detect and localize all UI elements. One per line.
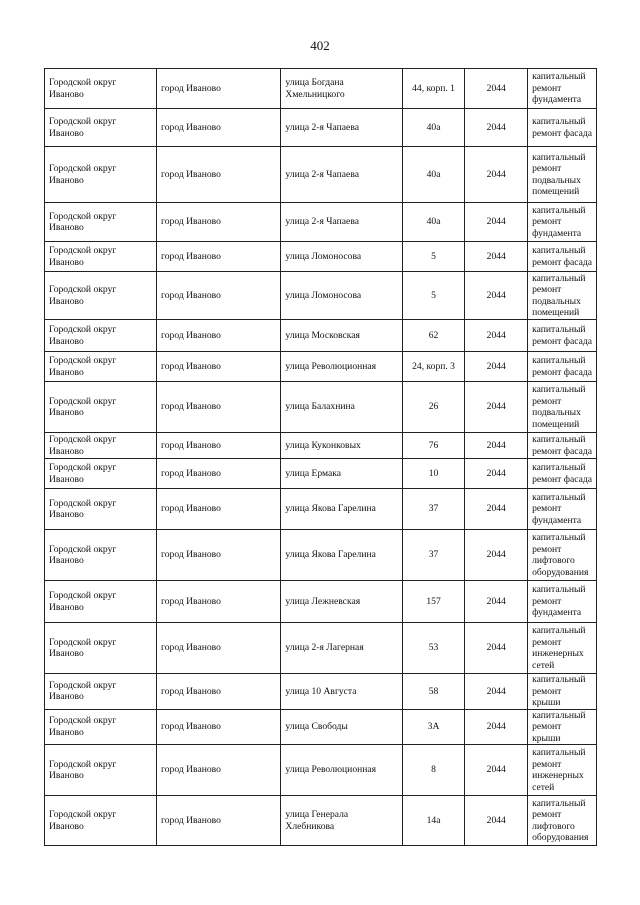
table-row xyxy=(45,109,597,147)
cell-work-type: капитальный ремонт крыши xyxy=(528,709,597,745)
cell-okrug: Городской округ Иваново xyxy=(45,352,157,382)
cell-street: улица Революционная xyxy=(281,352,402,382)
cell-year: 2044 xyxy=(465,674,528,710)
table-row xyxy=(45,709,597,745)
cell-okrug: Городской округ Иваново xyxy=(45,581,157,623)
table-row xyxy=(45,382,597,433)
cell-street: улица Богдана Хмельницкого xyxy=(281,69,402,109)
cell-city: город Иваново xyxy=(157,382,281,433)
cell-street: улица Генерала Хлебникова xyxy=(281,796,402,846)
cell-street: улица Ермака xyxy=(281,459,402,489)
table-row xyxy=(45,796,597,846)
cell-year: 2044 xyxy=(465,709,528,745)
cell-work-type: капитальный ремонт фундамента xyxy=(528,489,597,530)
table-row xyxy=(45,433,597,459)
cell-work-type: капитальный ремонт фасада xyxy=(528,109,597,147)
table-row xyxy=(45,69,597,109)
cell-okrug: Городской округ Иваново xyxy=(45,489,157,530)
cell-year: 2044 xyxy=(465,623,528,674)
cell-city: город Иваново xyxy=(157,352,281,382)
cell-work-type: капитальный ремонт подвальных помещений xyxy=(528,272,597,320)
table-row xyxy=(45,623,597,674)
cell-house: 3А xyxy=(402,709,465,745)
cell-year: 2044 xyxy=(465,530,528,581)
cell-house: 76 xyxy=(402,433,465,459)
cell-work-type: капитальный ремонт фундамента xyxy=(528,581,597,623)
cell-city: город Иваново xyxy=(157,69,281,109)
cell-city: город Иваново xyxy=(157,433,281,459)
cell-work-type: капитальный ремонт лифтового оборудования xyxy=(528,530,597,581)
cell-street: улица Лежневская xyxy=(281,581,402,623)
table-row xyxy=(45,745,597,796)
cell-okrug: Городской округ Иваново xyxy=(45,433,157,459)
cell-house: 10 xyxy=(402,459,465,489)
cell-okrug: Городской округ Иваново xyxy=(45,69,157,109)
cell-okrug: Городской округ Иваново xyxy=(45,745,157,796)
cell-street: улица Ломоносова xyxy=(281,242,402,272)
cell-house: 37 xyxy=(402,530,465,581)
cell-city: город Иваново xyxy=(157,623,281,674)
cell-year: 2044 xyxy=(465,382,528,433)
table-row xyxy=(45,320,597,352)
cell-house: 24, корп. 3 xyxy=(402,352,465,382)
table-row xyxy=(45,489,597,530)
cell-house: 157 xyxy=(402,581,465,623)
cell-work-type: капитальный ремонт крыши xyxy=(528,674,597,710)
table-row xyxy=(45,203,597,242)
cell-year: 2044 xyxy=(465,242,528,272)
cell-work-type: капитальный ремонт фасада xyxy=(528,459,597,489)
cell-street: улица Ломоносова xyxy=(281,272,402,320)
cell-street: улица 2-я Чапаева xyxy=(281,147,402,203)
cell-city: город Иваново xyxy=(157,147,281,203)
cell-city: город Иваново xyxy=(157,242,281,272)
cell-street: улица Революционная xyxy=(281,745,402,796)
cell-work-type: капитальный ремонт фасада xyxy=(528,242,597,272)
table-row xyxy=(45,147,597,203)
cell-okrug: Городской округ Иваново xyxy=(45,709,157,745)
cell-street: улица Свободы xyxy=(281,709,402,745)
cell-year: 2044 xyxy=(465,109,528,147)
cell-okrug: Городской округ Иваново xyxy=(45,530,157,581)
cell-city: город Иваново xyxy=(157,272,281,320)
cell-okrug: Городской округ Иваново xyxy=(45,109,157,147)
cell-okrug: Городской округ Иваново xyxy=(45,242,157,272)
cell-year: 2044 xyxy=(465,745,528,796)
cell-city: город Иваново xyxy=(157,709,281,745)
cell-city: город Иваново xyxy=(157,320,281,352)
cell-year: 2044 xyxy=(465,459,528,489)
cell-work-type: капитальный ремонт фасада xyxy=(528,352,597,382)
cell-okrug: Городской округ Иваново xyxy=(45,459,157,489)
table-row xyxy=(45,242,597,272)
cell-street: улица 10 Августа xyxy=(281,674,402,710)
table-row xyxy=(45,581,597,623)
cell-street: улица 2-я Чапаева xyxy=(281,109,402,147)
cell-work-type: капитальный ремонт инженерных сетей xyxy=(528,623,597,674)
cell-house: 8 xyxy=(402,745,465,796)
cell-street: улица Балахнина xyxy=(281,382,402,433)
cell-work-type: капитальный ремонт фундамента xyxy=(528,69,597,109)
cell-work-type: капитальный ремонт подвальных помещений xyxy=(528,147,597,203)
cell-house: 53 xyxy=(402,623,465,674)
cell-work-type: капитальный ремонт инженерных сетей xyxy=(528,745,597,796)
cell-work-type: капитальный ремонт фундамента xyxy=(528,203,597,242)
cell-street: улица Московская xyxy=(281,320,402,352)
cell-year: 2044 xyxy=(465,581,528,623)
table-row xyxy=(45,674,597,710)
table-body xyxy=(45,69,597,846)
page-number: 402 xyxy=(310,38,330,53)
cell-house: 5 xyxy=(402,272,465,320)
cell-year: 2044 xyxy=(465,203,528,242)
cell-house: 26 xyxy=(402,382,465,433)
cell-year: 2044 xyxy=(465,69,528,109)
cell-city: город Иваново xyxy=(157,489,281,530)
cell-city: город Иваново xyxy=(157,745,281,796)
table-row xyxy=(45,530,597,581)
cell-okrug: Городской округ Иваново xyxy=(45,674,157,710)
cell-year: 2044 xyxy=(465,147,528,203)
cell-work-type: капитальный ремонт фасада xyxy=(528,433,597,459)
cell-street: улица Куконковых xyxy=(281,433,402,459)
cell-house: 14а xyxy=(402,796,465,846)
cell-year: 2044 xyxy=(465,320,528,352)
table-row xyxy=(45,459,597,489)
cell-year: 2044 xyxy=(465,489,528,530)
cell-street: улица Якова Гарелина xyxy=(281,489,402,530)
cell-house: 5 xyxy=(402,242,465,272)
cell-okrug: Городской округ Иваново xyxy=(45,147,157,203)
cell-year: 2044 xyxy=(465,352,528,382)
cell-city: город Иваново xyxy=(157,459,281,489)
cell-house: 40а xyxy=(402,203,465,242)
cell-year: 2044 xyxy=(465,433,528,459)
cell-okrug: Городской округ Иваново xyxy=(45,203,157,242)
repair-schedule-table xyxy=(44,68,597,846)
cell-work-type: капитальный ремонт лифтового оборудования xyxy=(528,796,597,846)
cell-street: улица 2-я Чапаева xyxy=(281,203,402,242)
table-row xyxy=(45,272,597,320)
cell-house: 37 xyxy=(402,489,465,530)
cell-okrug: Городской округ Иваново xyxy=(45,796,157,846)
cell-work-type: капитальный ремонт подвальных помещений xyxy=(528,382,597,433)
cell-house: 58 xyxy=(402,674,465,710)
cell-house: 40а xyxy=(402,109,465,147)
cell-street: улица Якова Гарелина xyxy=(281,530,402,581)
cell-house: 44, корп. 1 xyxy=(402,69,465,109)
cell-city: город Иваново xyxy=(157,674,281,710)
cell-okrug: Городской округ Иваново xyxy=(45,623,157,674)
cell-house: 40а xyxy=(402,147,465,203)
cell-city: город Иваново xyxy=(157,109,281,147)
table-row xyxy=(45,352,597,382)
cell-city: город Иваново xyxy=(157,530,281,581)
cell-okrug: Городской округ Иваново xyxy=(45,320,157,352)
cell-city: город Иваново xyxy=(157,203,281,242)
cell-house: 62 xyxy=(402,320,465,352)
cell-work-type: капитальный ремонт фасада xyxy=(528,320,597,352)
cell-okrug: Городской округ Иваново xyxy=(45,272,157,320)
cell-city: город Иваново xyxy=(157,796,281,846)
cell-year: 2044 xyxy=(465,796,528,846)
cell-okrug: Городской округ Иваново xyxy=(45,382,157,433)
cell-city: город Иваново xyxy=(157,581,281,623)
cell-year: 2044 xyxy=(465,272,528,320)
cell-street: улица 2-я Лагерная xyxy=(281,623,402,674)
